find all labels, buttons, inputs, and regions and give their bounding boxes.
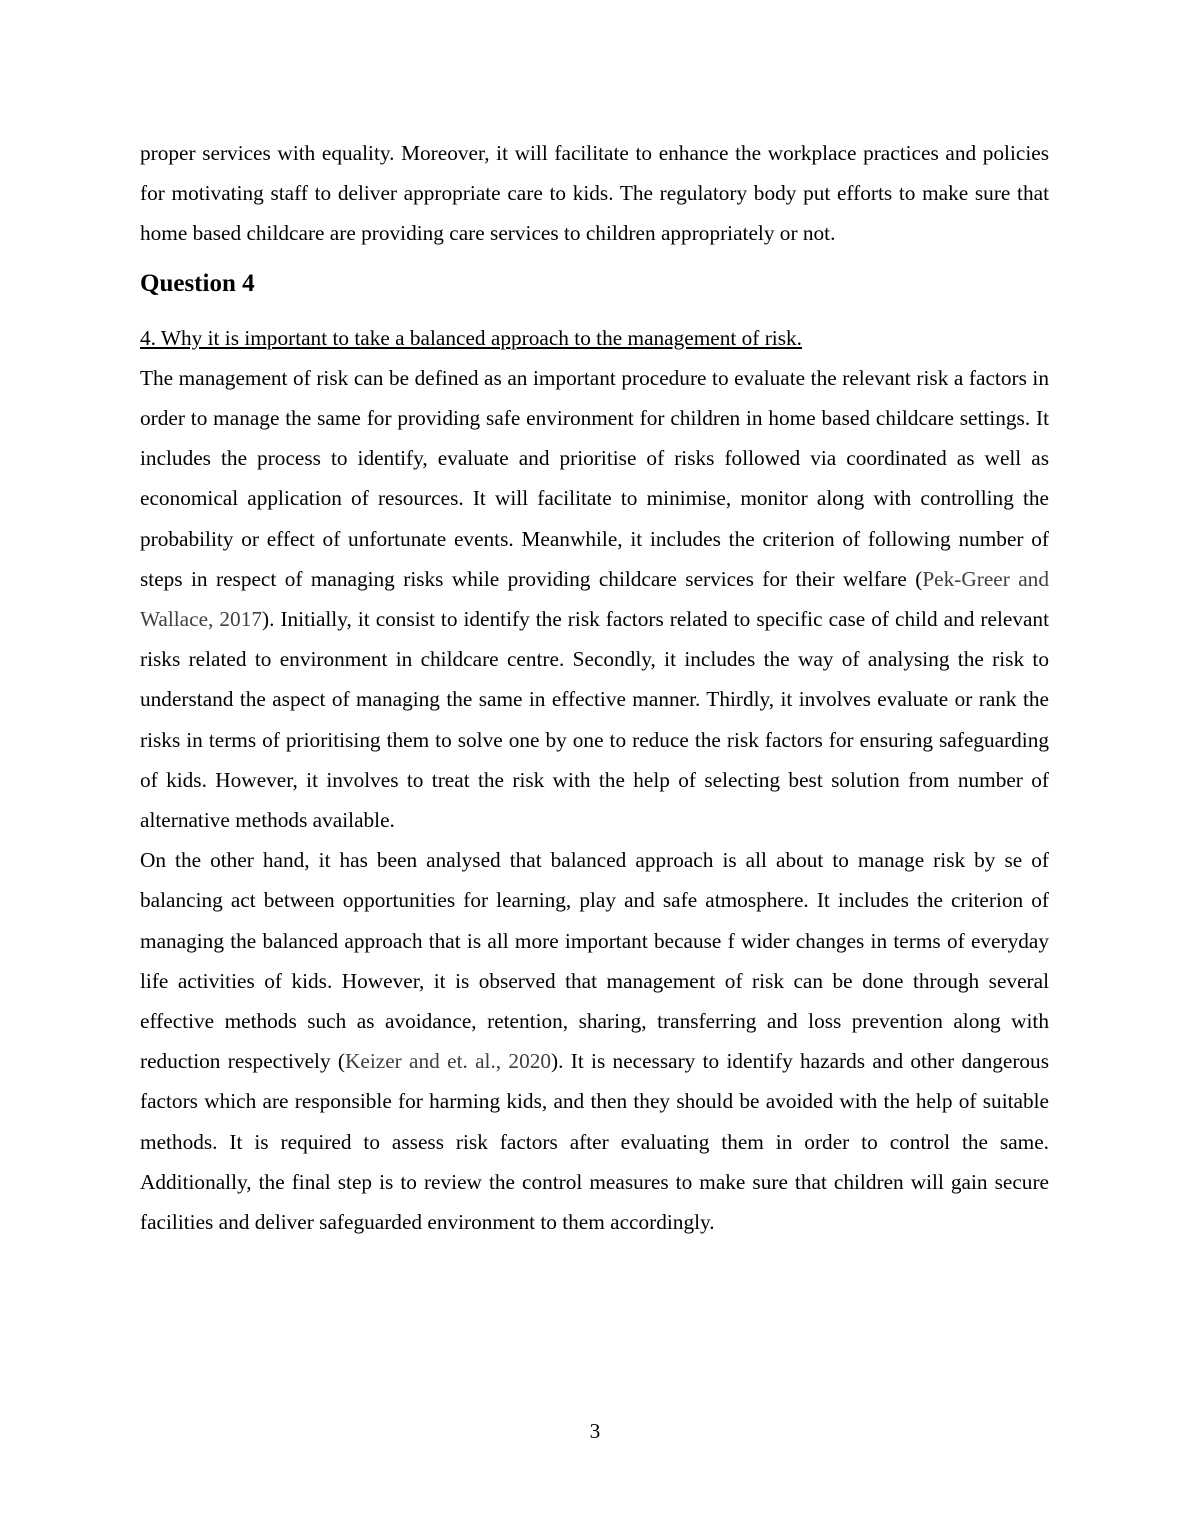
citation-pek-greer: Pek-Greer and Wallace, 2017: [140, 566, 1049, 632]
citation-keizer: Keizer and et. al., 2020: [345, 1049, 552, 1074]
page-number: 3: [589, 1419, 601, 1443]
paragraph-2-text-b: ). It is necessary to identify hazards and other dangerous factors which are responsible for harming kids, and then they should be avoided with the help of suitable methods. It is required to assess risk factors after evaluating them in order to control the same. Additionally, the final step is to review the control measures to make sure that children will gain secure facilities and deliver safeguarded environment to them accordingly.: [140, 1049, 1049, 1235]
section-heading: Question 4: [140, 269, 255, 297]
paragraph-2-text-a: On the other hand, it has been analysed that balanced approach is all about to manage risk by se of balancing act between opportunities for learning, play and safe atmosphere. It includes the criterion of managing the balanced approach that is all more important because f wider changes in terms of everyday life activities of kids. However, it is observed that management of risk can be done through several effective methods such as avoidance, retention, sharing, transferring and loss prevention along with reduction respectively (: [140, 848, 1049, 1074]
document-page: [140, 133, 1049, 1242]
paragraph-1-text-b: ). Initially, it consist to identify the risk factors related to specific case of child and relevant risks related to environment in childcare centre. Secondly, it includes the way of analysing the risk to understand the aspect of managing the same in effective manner. Thirdly, it involves evaluate or rank the risks in terms of prioritising them to solve one by one to reduce the risk factors for ensuring safeguarding of kids. However, it involves to treat the risk with the help of selecting best solution from number of alternative methods available.: [140, 607, 1049, 833]
intro-paragraph: proper services with equality. Moreover, it will facilitate to enhance the workplace practices and policies for motivating staff to deliver appropriate care to kids. The regulatory body put efforts to make sure that home based childcare are providing care services to children appropriately or not.: [140, 141, 1049, 246]
paragraph-1-text-a: The management of risk can be defined as an important procedure to evaluate the relevant risk a factors in order to manage the same for providing safe environment for children in home based childcare settings. It includes the process to identify, evaluate and prioritise of risks followed via coordinated as well as economical application of resources. It will facilitate to minimise, monitor along with controlling the probability or effect of unfortunate events. Meanwhile, it includes the criterion of following number of steps in respect of managing risks while providing childcare services for their welfare (: [140, 365, 1049, 591]
body-paragraph-1: [140, 358, 1049, 840]
body-paragraph-2: [140, 840, 1049, 1242]
question-title: 4. Why it is important to take a balanced approach to the management of risk.: [140, 325, 802, 350]
